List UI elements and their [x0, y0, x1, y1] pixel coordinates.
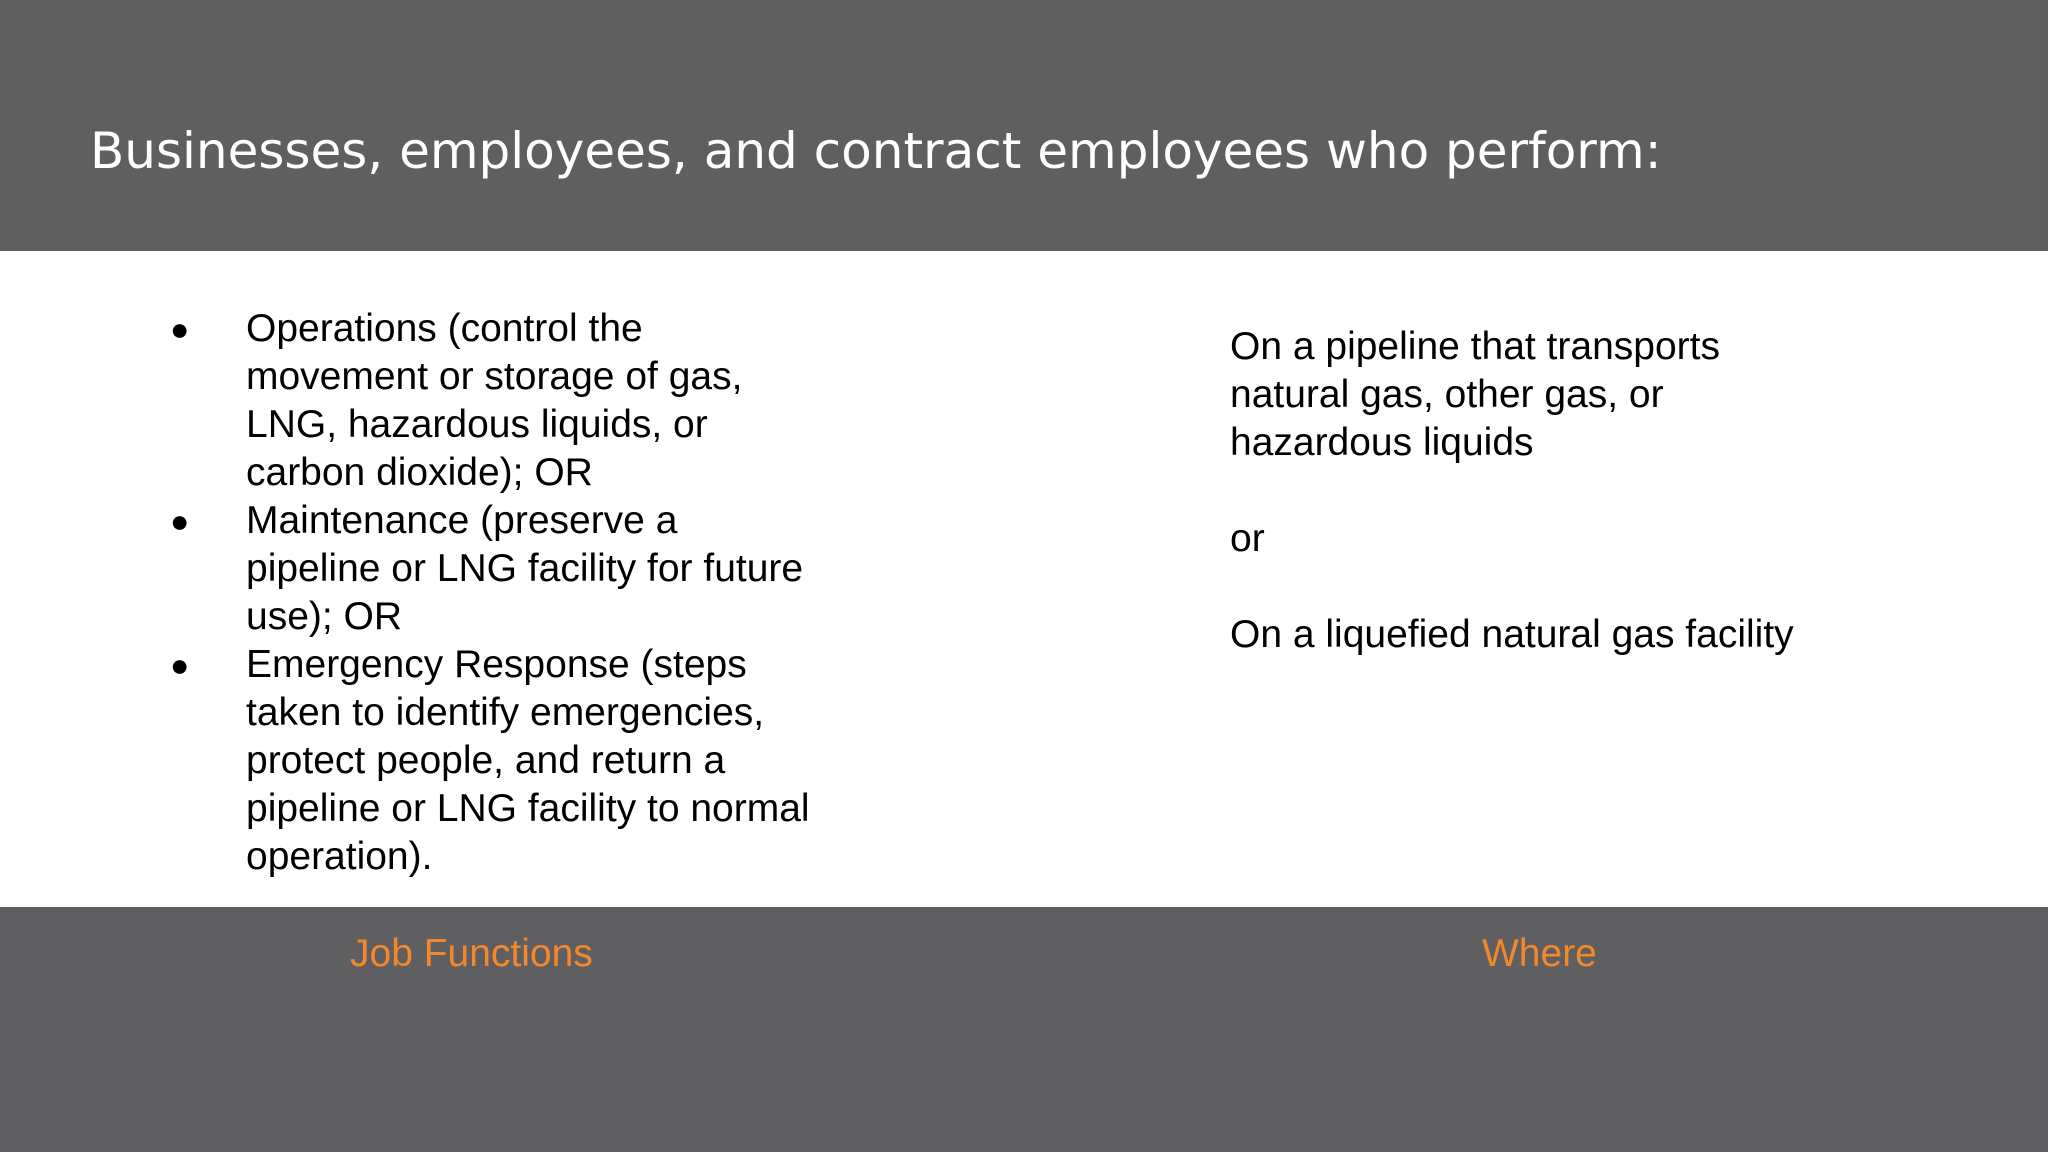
list-item-operations [170, 305, 810, 497]
spacer [1230, 467, 1850, 515]
list-item-text: Maintenance (preserve a pipeline or LNG facility for future use); OR [246, 499, 804, 638]
bullet-icon: ● [170, 647, 190, 683]
list-item-text: Operations (control the movement or storage of gas, LNG, hazardous liquids, or carbon dioxide); OR [246, 307, 743, 494]
bullet-icon: ● [170, 311, 190, 347]
footer-bar [0, 907, 2048, 1152]
where-label: Where [1482, 932, 1597, 975]
where-or-text: or [1230, 517, 1265, 560]
where-text-block [1230, 323, 1850, 659]
list-item-emergency-response [170, 641, 810, 881]
list-item-text: Emergency Response (steps taken to identify emergencies, protect people, and return a pipeline or LNG facility to normal operation). [246, 643, 810, 878]
slide-title: Businesses, employees, and contract employees who perform: [90, 122, 1662, 180]
job-functions-label: Job Functions [350, 932, 593, 975]
bullet-icon: ● [170, 503, 190, 539]
spacer [1230, 563, 1850, 611]
list-item-maintenance [170, 497, 810, 641]
where-lng-text: On a liquefied natural gas facility [1230, 613, 1794, 656]
job-functions-list [170, 305, 810, 881]
where-pipeline-text: On a pipeline that transports natural gas, other gas, or hazardous liquids [1230, 325, 1720, 464]
